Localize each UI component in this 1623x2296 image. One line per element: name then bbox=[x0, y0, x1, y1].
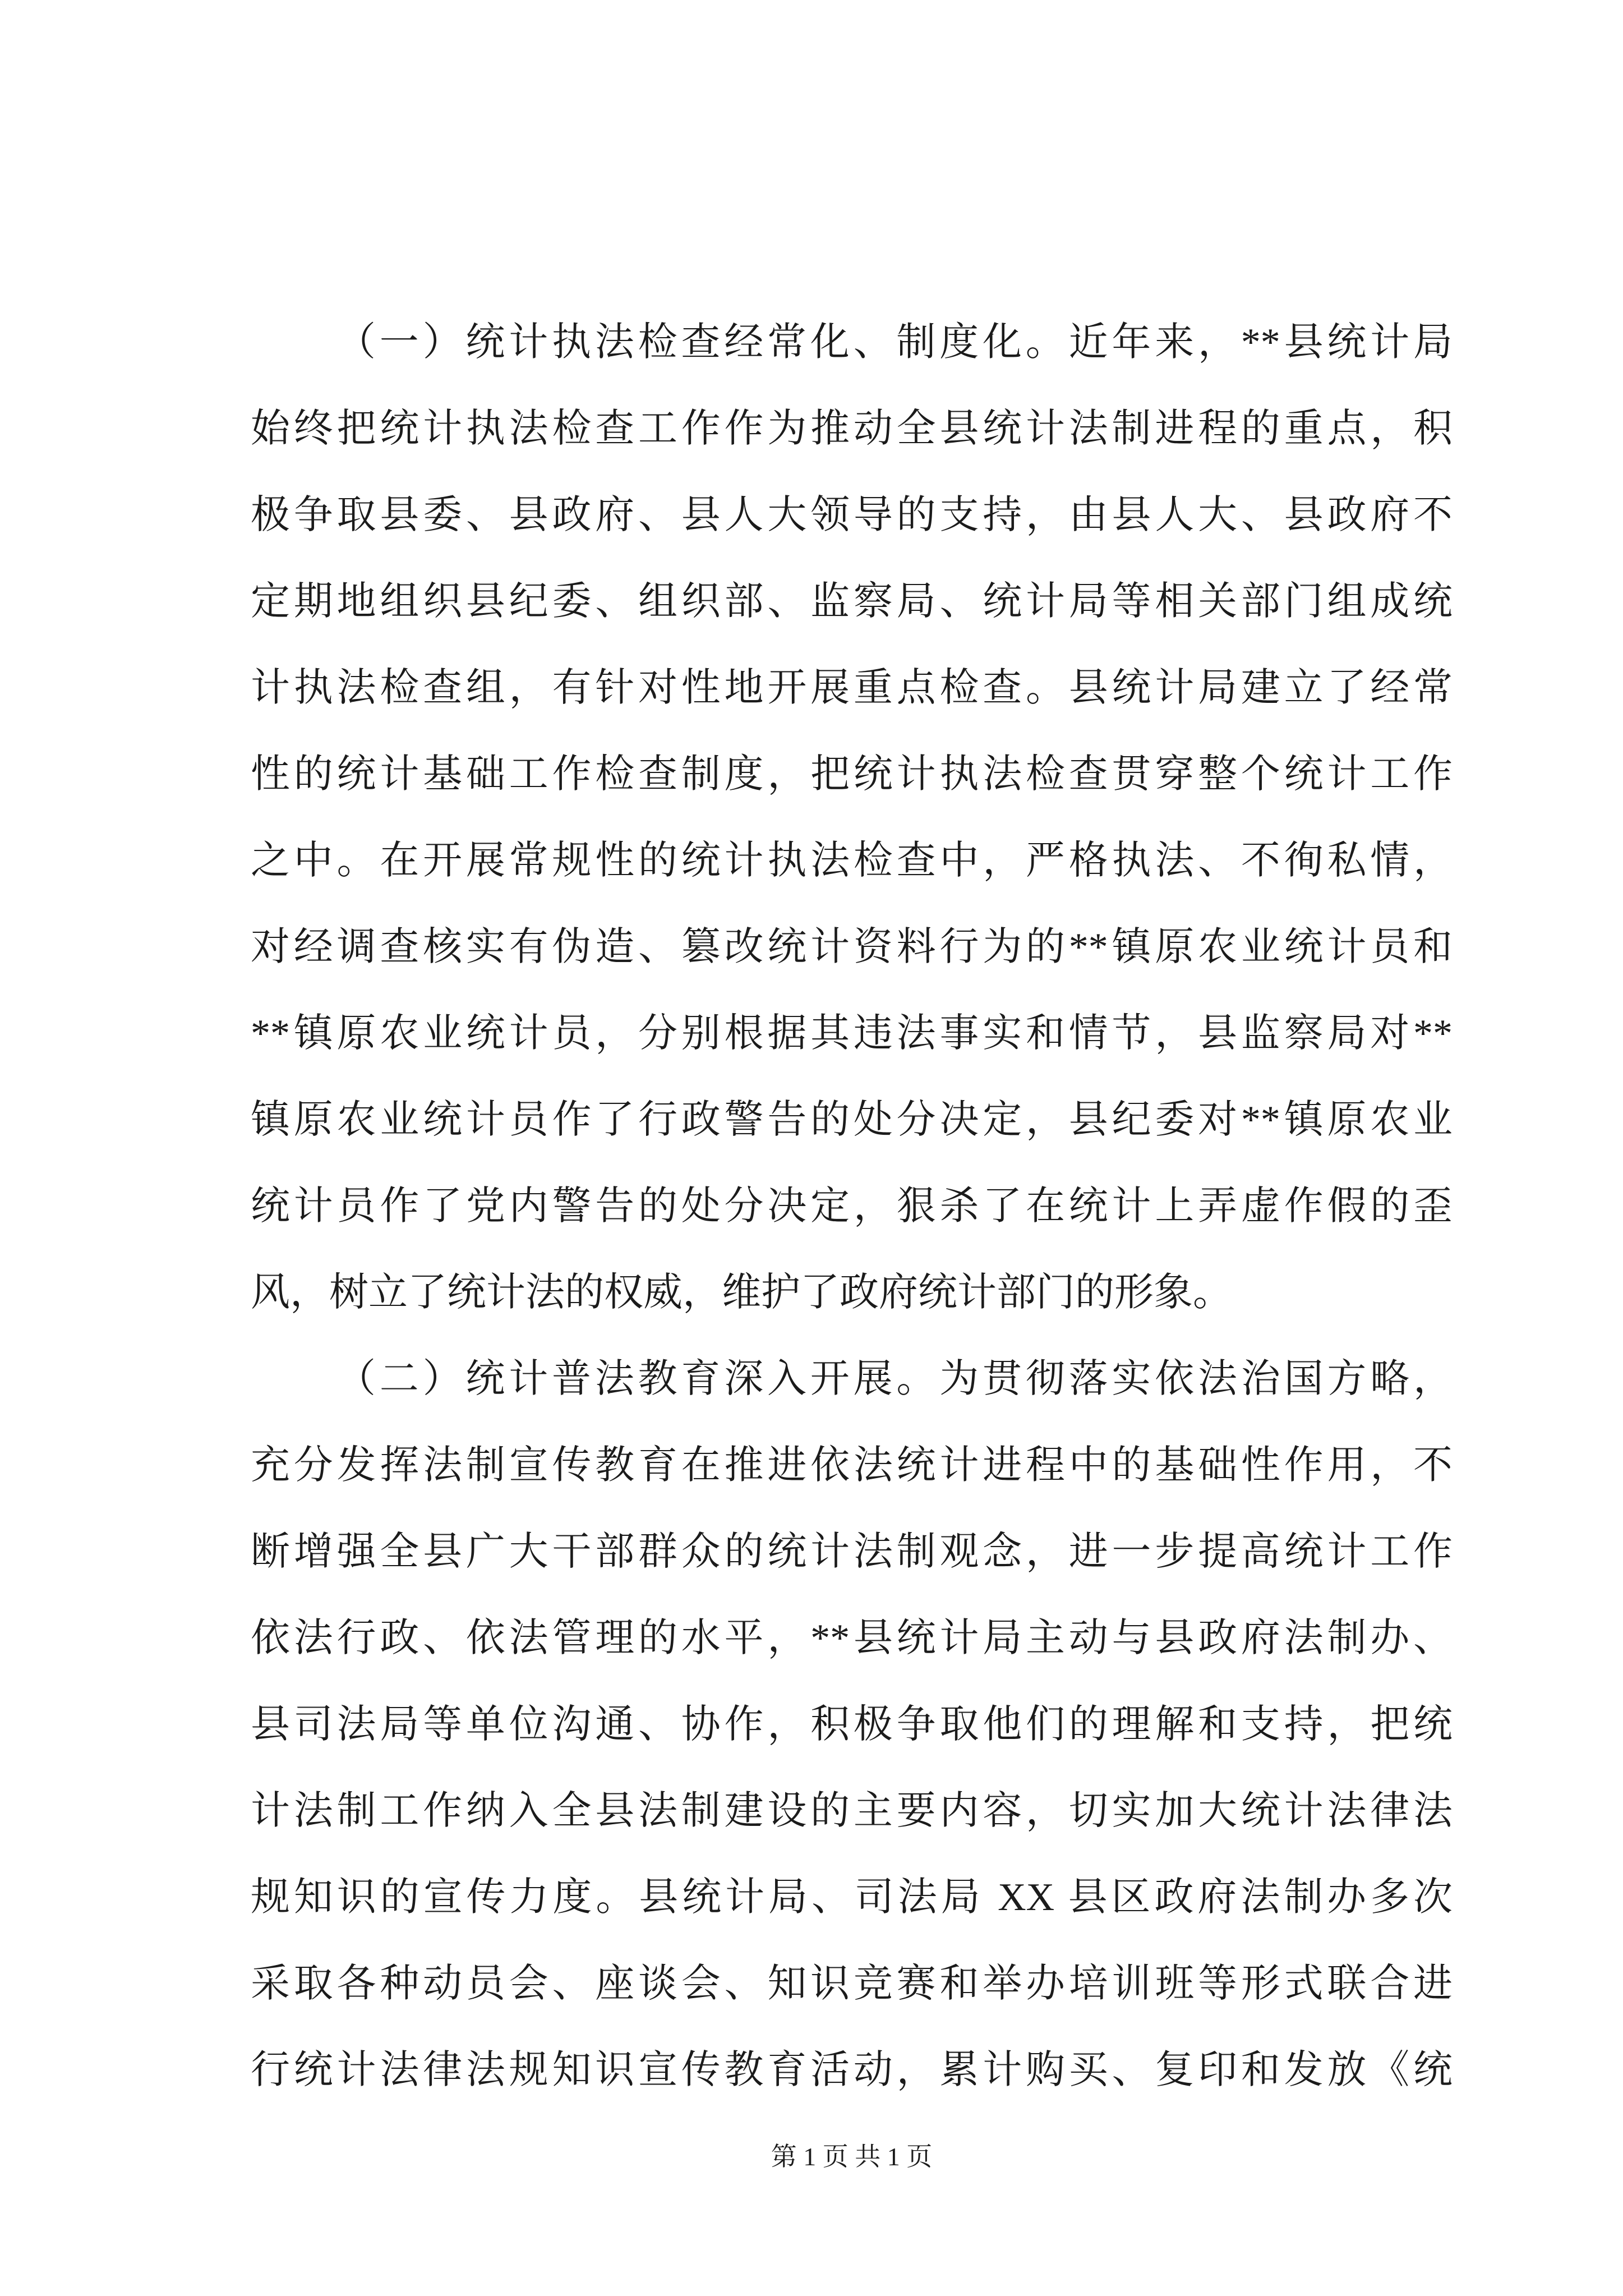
text-line: 始终把统计执法检查工作作为推动全县统计法制进程的重点，积 bbox=[251, 407, 1453, 450]
page-footer bbox=[251, 2138, 1453, 2175]
text-line: 规知识的宣传力度。县统计局、司法局 XX 县区政府法制办多次 bbox=[251, 1876, 1453, 1919]
text-line: 采取各种动员会、座谈会、知识竞赛和举办培训班等形式联合进 bbox=[251, 1962, 1453, 2005]
page-number-label: 第 1 页 共 1 页 bbox=[771, 2142, 933, 2171]
document-body bbox=[251, 300, 1453, 2114]
text-line: 对经调查核实有伪造、篡改统计资料行为的**镇原农业统计员和 bbox=[251, 926, 1453, 969]
text-line: 行统计法律法规知识宣传教育活动，累计购买、复印和发放《统 bbox=[251, 2049, 1453, 2092]
text-line: 极争取县委、县政府、县人大领导的支持，由县人大、县政府不 bbox=[251, 494, 1453, 537]
text-line: 统计员作了党内警告的处分决定，狠杀了在统计上弄虚作假的歪 bbox=[251, 1185, 1453, 1228]
text-line: 之中。在开展常规性的统计执法检查中，严格执法、不徇私情， bbox=[251, 839, 1453, 882]
text-line: 断增强全县广大干部群众的统计法制观念，进一步提高统计工作 bbox=[251, 1530, 1453, 1573]
text-line: 县司法局等单位沟通、协作，积极争取他们的理解和支持，把统 bbox=[251, 1703, 1453, 1746]
text-line: 定期地组织县纪委、组织部、监察局、统计局等相关部门组成统 bbox=[251, 580, 1453, 623]
text-line: （二）统计普法教育深入开展。为贯彻落实依法治国方略， bbox=[336, 1358, 1453, 1401]
paragraph-law-education bbox=[251, 1336, 1453, 2114]
text-line: 计执法检查组，有针对性地开展重点检查。县统计局建立了经常 bbox=[251, 666, 1453, 710]
text-line: （一）统计执法检查经常化、制度化。近年来，**县统计局 bbox=[336, 321, 1453, 364]
text-line: 性的统计基础工作检查制度，把统计执法检查贯穿整个统计工作 bbox=[251, 753, 1453, 796]
text-line: 充分发挥法制宣传教育在推进依法统计进程中的基础性作用，不 bbox=[251, 1444, 1453, 1487]
text-line: 计法制工作纳入全县法制建设的主要内容，切实加大统计法律法 bbox=[251, 1789, 1453, 1833]
paragraph-statistical-law-enforcement bbox=[251, 300, 1453, 1336]
text-line: 镇原农业统计员作了行政警告的处分决定，县纪委对**镇原农业 bbox=[251, 1098, 1453, 1142]
text-line: 风，树立了统计法的权威，维护了政府统计部门的形象。 bbox=[251, 1271, 1232, 1314]
text-line: 依法行政、依法管理的水平，**县统计局主动与县政府法制办、 bbox=[251, 1617, 1453, 1660]
text-line: **镇原农业统计员，分别根据其违法事实和情节，县监察局对** bbox=[251, 1012, 1453, 1055]
